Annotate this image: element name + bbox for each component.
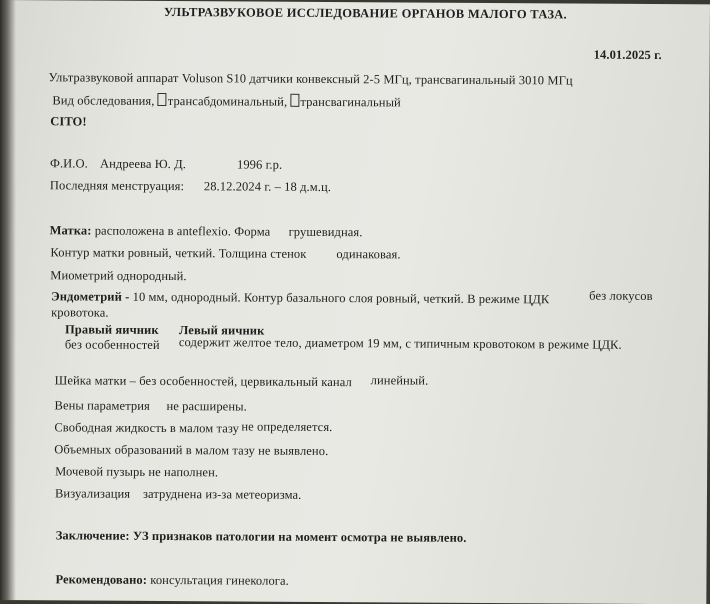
veins: Вены параметрия (54, 398, 150, 413)
menstruation-value: 28.12.2024 г. – 18 д.м.ц. (203, 179, 332, 195)
uterus-line (50, 223, 271, 239)
masses: Объемных образований в малом тазу не выявлено. (54, 442, 329, 459)
recommendation-text: консультация гинеколога. (150, 572, 289, 588)
right-ovary-label: Правый яичник (64, 322, 159, 337)
exam-date: 14.01.2025 г. (593, 47, 662, 63)
patient-name: Андреева Ю. Д. (99, 156, 187, 172)
endometrium-text: 10 мм, однородный. Контур базального слоя ровный, четкий. В режиме ЦДК (132, 289, 550, 307)
uterus-form: грушевидная. (288, 224, 363, 240)
right-ovary-value: без особенностей (64, 337, 160, 352)
left-ovary-value: содержит желтое тело, диаметром 19 мм, с типичным кровотоком в режиме ЦДК. (178, 335, 622, 352)
document-title: УЛЬТРАЗВУКОВОЕ ИССЛЕДОВАНИЕ ОРГАНОВ МАЛОГО ТАЗА. (163, 5, 568, 22)
cervix-value: линейный. (370, 373, 429, 388)
visualization: Визуализация (54, 486, 131, 501)
left-ovary-label: Левый яичник (178, 323, 265, 338)
uterus-label: Матка: (49, 223, 92, 238)
uterus-position: расположена в anteflexio. Форма (94, 223, 271, 239)
urgent-mark: CITO! (50, 114, 87, 129)
conclusion-text: УЗ признаков патологии на момент осмотра не выявлено. (132, 528, 467, 545)
cervix: Шейка матки – без особенностей, цервикальный канал (54, 373, 352, 390)
exam-type-option-abdominal: трансабдоминальный, (167, 94, 288, 109)
endometrium-doppler: без локусов (589, 288, 653, 303)
device-line: Ультразвуковой аппарат Voluson S10 датчики конвексный 2-5 МГц, трансвагинальный 3010 МГц (48, 70, 573, 88)
myometrium: Миометрий однородный. (50, 268, 187, 284)
bladder: Мочевой пузырь не наполнен. (55, 464, 219, 480)
free-fluid-value: не определяется. (241, 419, 333, 435)
conclusion-label: Заключение: (55, 528, 130, 543)
patient-birth: 1996 г.р. (236, 157, 283, 172)
recommendation-line (55, 572, 289, 588)
veins-value: не расширены. (166, 399, 247, 414)
uterus-walls: одинаковая. (336, 247, 401, 262)
conclusion-line (56, 528, 467, 546)
endometrium-continuation: кровотока. (51, 305, 109, 320)
checkbox-icon (290, 94, 299, 107)
recommendation-label: Рекомендовано: (55, 572, 148, 587)
exam-type-label: Вид обследования, (52, 93, 155, 108)
menstruation-label: Последняя менструация: (49, 178, 185, 194)
endometrium-line (51, 289, 549, 307)
free-fluid: Свободная жидкость в малом тазу (54, 420, 240, 436)
checkbox-icon (158, 93, 167, 106)
fio-label: Ф.И.О. (49, 156, 88, 171)
left-edge-shadow (0, 0, 16, 600)
uterus-contour: Контур матки ровный, четкий. Толщина стенок (50, 245, 307, 261)
exam-type-line (52, 92, 401, 110)
endometrium-label: Эндометрий - (51, 289, 130, 304)
exam-type-option-vaginal: трансвагинальный (300, 94, 401, 110)
visualization-value: затруднена из-за метеоризма. (142, 486, 302, 502)
